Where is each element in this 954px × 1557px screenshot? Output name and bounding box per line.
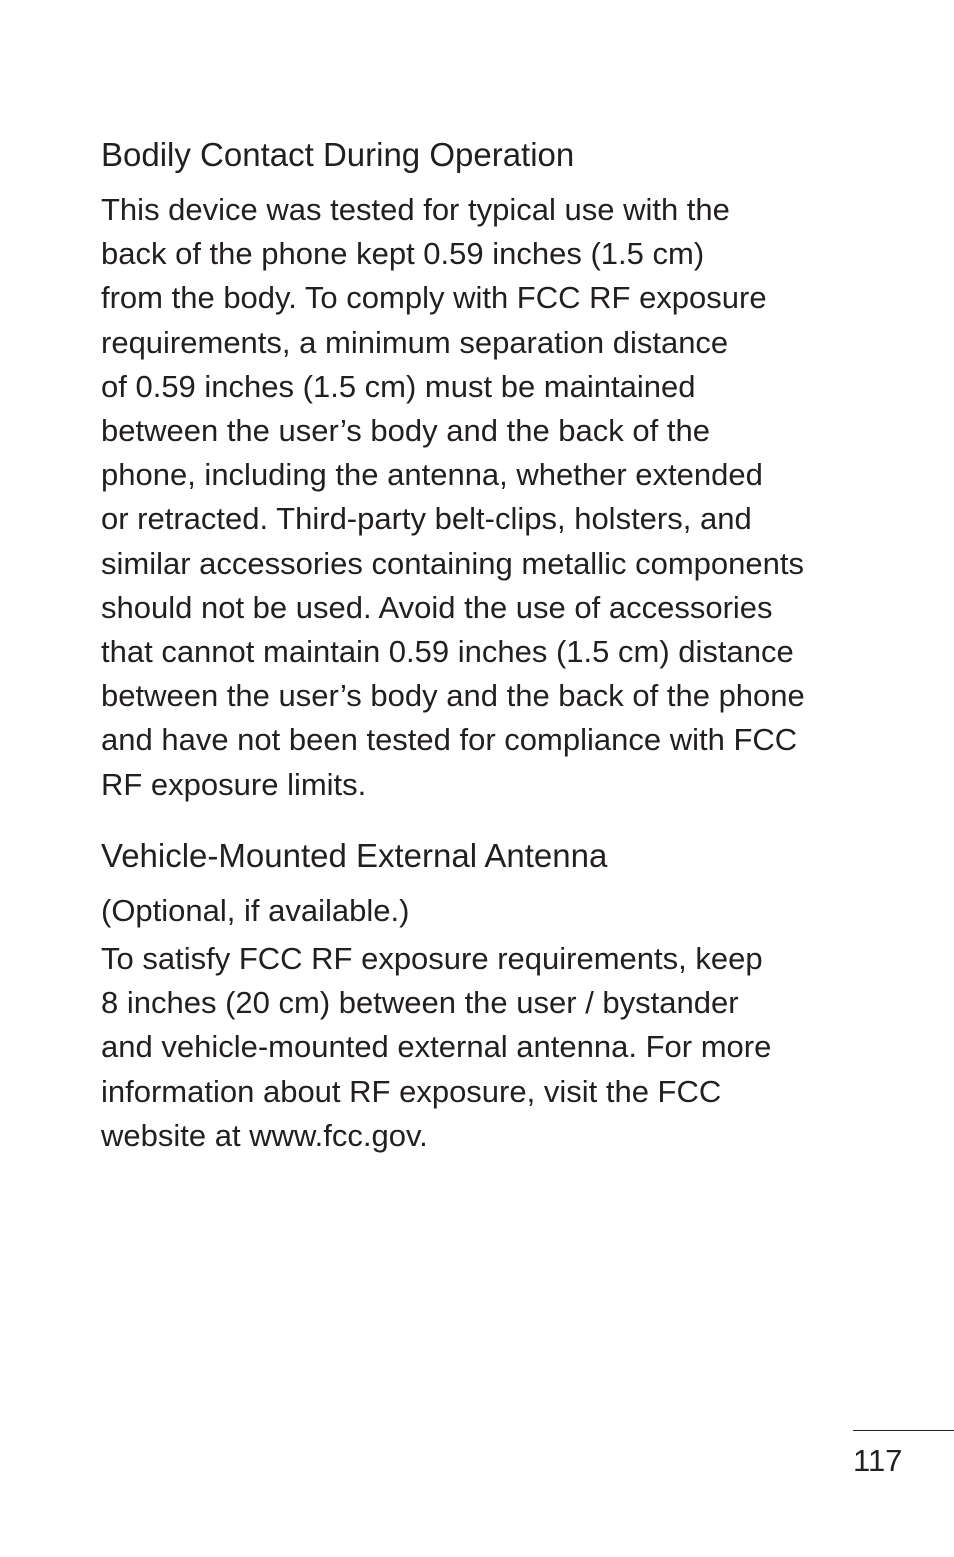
body-line: requirements, a minimum separation distance: [101, 324, 729, 360]
body-line: and vehicle-mounted external antenna. For more: [101, 1029, 772, 1065]
body-line: To satisfy FCC RF exposure requirements, keep: [101, 941, 763, 977]
body-line: or retracted. Third-party belt-clips, holsters, and: [101, 501, 752, 537]
body-line: This device was tested for typical use with the: [101, 192, 730, 227]
section-bodily-contact: [101, 132, 901, 807]
section-heading: Bodily Contact During Operation: [101, 136, 575, 173]
body-line: back of the phone kept 0.59 inches (1.5 cm): [101, 236, 705, 272]
page-number: 117: [853, 1443, 903, 1478]
body-line: and have not been tested for compliance with FCC: [101, 722, 798, 758]
note-line: (Optional, if available.): [101, 892, 410, 928]
body-line: should not be used. Avoid the use of accessories: [101, 589, 773, 625]
body-line: that cannot maintain 0.59 inches (1.5 cm) distance: [101, 634, 794, 670]
body-line: phone, including the antenna, whether extended: [101, 457, 763, 493]
section-note: [101, 889, 901, 933]
body-line: similar accessories containing metallic components: [101, 545, 804, 581]
body-line: from the body. To comply with FCC RF exposure: [101, 280, 767, 316]
body-line: between the user’s body and the back of the phone: [101, 678, 805, 714]
section-body: [101, 188, 901, 807]
section-vehicle-antenna: [101, 833, 901, 1158]
section-heading: Vehicle-Mounted External Antenna: [101, 836, 608, 874]
body-line: between the user’s body and the back of the: [101, 413, 710, 449]
body-line: of 0.59 inches (1.5 cm) must be maintained: [101, 368, 696, 404]
section-body: [101, 937, 901, 1158]
body-line: website at www.fcc.gov.: [101, 1117, 428, 1153]
body-line: information about RF exposure, visit the FCC: [101, 1073, 722, 1109]
body-line: 8 inches (20 cm) between the user / bystander: [101, 985, 739, 1021]
page-content: [101, 132, 901, 1158]
body-line: RF exposure limits.: [101, 766, 367, 802]
footer-divider: [853, 1430, 954, 1431]
